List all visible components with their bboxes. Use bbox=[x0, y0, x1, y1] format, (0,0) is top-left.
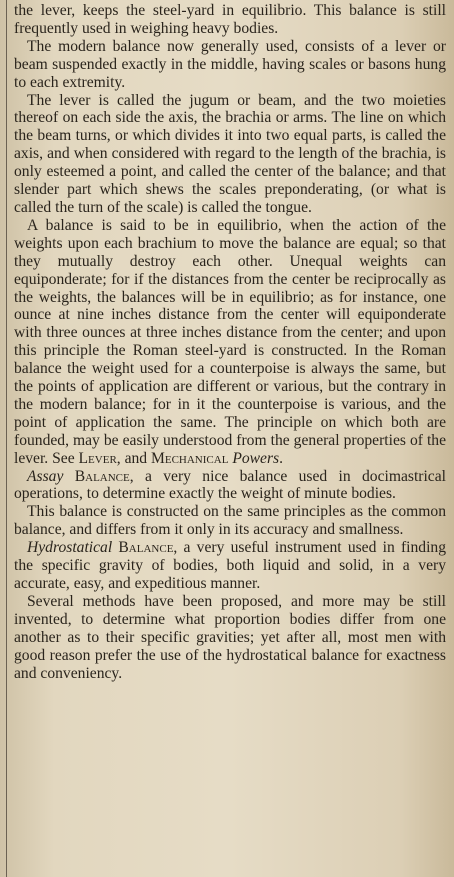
paragraph-modern-balance: The modern balance now generally used, consists of a lever or beam suspended exactly in the middle, having scales or basons hung to each extremity. bbox=[14, 37, 446, 91]
text-column bbox=[14, 2, 446, 682]
hydrostatical-description: , a very useful instrument used in finding the specific gravity of bodies, both liquid and solid, in a very accurate, easy, and expeditious manner. bbox=[14, 539, 446, 592]
and-text: , and bbox=[116, 449, 148, 467]
assay-term: Assay bbox=[27, 467, 64, 485]
hydrostatical-term: Hydrostatical bbox=[27, 539, 113, 557]
paragraph-hydrostatical-balance bbox=[14, 539, 446, 593]
mechanical-reference: Mechanical bbox=[151, 449, 229, 467]
paragraph-continuation: the lever, keeps the steel-yard in equilibrio. This balance is still frequently used in weighing heavy bodies. bbox=[14, 2, 446, 37]
paragraph-assay-construction: This balance is constructed on the same principles as the common balance, and differs from it only in its accuracy and smallness. bbox=[14, 503, 446, 539]
paragraph-lever-parts: The lever is called the jugum or beam, and the two moieties thereof on each side the axis, the brachia or arms. The line on which the beam turns, or which divides it into two equal parts, is called the axis, and when considered with regard to the length of the brachia, is only esteemed a point, and called the center of the balance; and that slender part which shews the scales preponderating, (or what is called the turn of the scale) is called the tongue. bbox=[14, 91, 446, 216]
equilibrio-text: A balance is said to be in equilibrio, when the action of the weights upon each brachium to move the balance are equal; so that they mutually destroy each other. Unequal weights can equiponderate; for if the distances from the center be reciprocally as the weights, the balances will be in equilibrio; as for instance, one ounce at nine inches distance from the center will equiponderate with three ounces at three inches distance from the center; and upon this principle the Roman steel-yard is constructed. In the Roman balance the weight used for a counterpoise is always the same, but the points of application are different or various, but the contrary in the modern balance; for in it the counterpoise is various, and the point of application the same. The principle on which both are founded, may be easily understood from the general properties of the lever. See bbox=[14, 216, 446, 467]
assay-description: , a very nice balance used in docimastrical operations, to determine exactly the weight of minute bodies. bbox=[14, 467, 446, 503]
paragraph-methods: Several methods have been proposed, and more may be still invented, to determine what proportion bodies differ from one another as to their specific gravities; yet after all, most men with good reason prefer the use of the hydrostatical balance for exactness and conveniency. bbox=[14, 592, 446, 682]
balance-term: Balance bbox=[74, 467, 130, 485]
column-rule bbox=[6, 0, 7, 877]
period: . bbox=[279, 449, 284, 467]
powers-reference: Powers bbox=[232, 449, 280, 467]
paragraph-equilibrio bbox=[14, 217, 446, 468]
paragraph-assay-balance bbox=[14, 468, 446, 504]
balance-term-2: Balance bbox=[118, 539, 174, 557]
lever-reference: Lever bbox=[78, 449, 117, 467]
